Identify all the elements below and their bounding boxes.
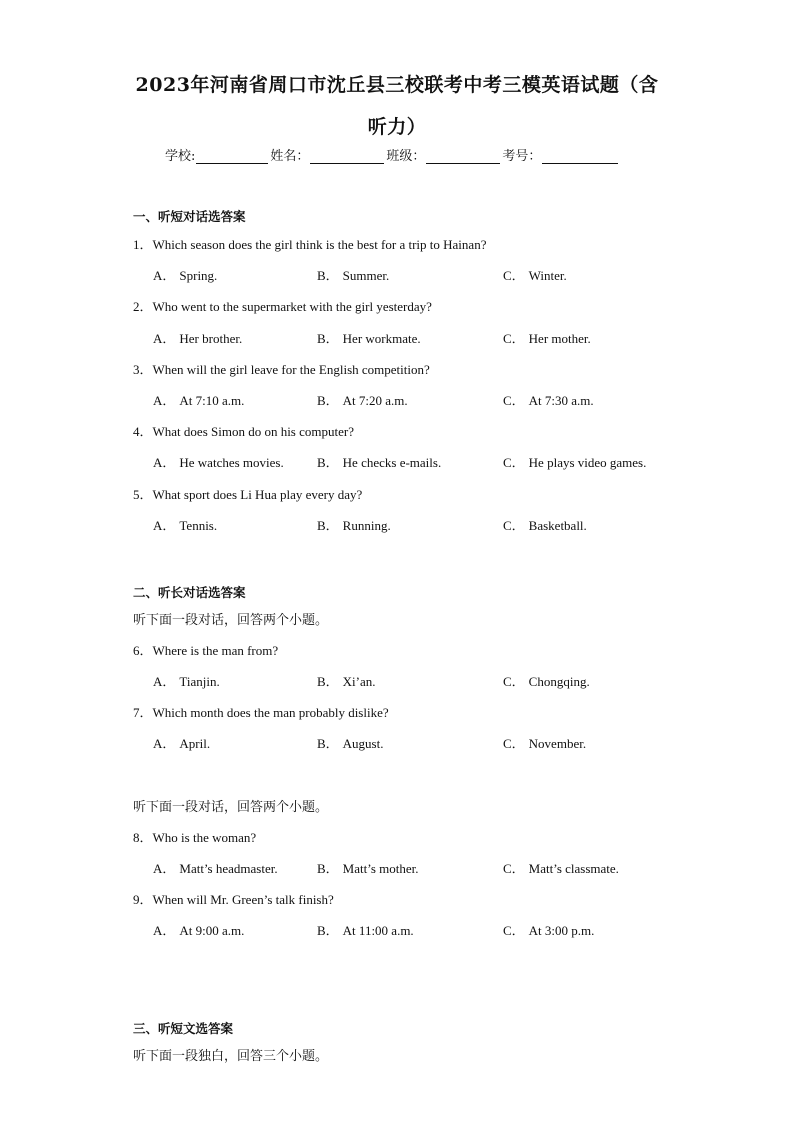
option-text: At 7:10 a.m. [179, 393, 245, 408]
option-a[interactable] [153, 920, 244, 939]
option-text: Tianjin. [179, 674, 220, 689]
option-key: C． [503, 455, 525, 470]
option-key: C． [503, 923, 525, 938]
option-text: April. [179, 736, 211, 751]
question-text: What sport does Li Hua play every day? [152, 487, 363, 502]
option-c[interactable] [503, 920, 594, 939]
option-c[interactable] [503, 390, 594, 409]
section-heading: 二、听长对话选答案 [133, 585, 246, 600]
section-heading: 一、听短对话选答案 [133, 209, 246, 224]
option-b[interactable] [317, 265, 389, 284]
question-text: Who went to the supermarket with the girl yesterday? [152, 299, 432, 314]
question-text: What does Simon do on his computer? [152, 424, 354, 439]
option-key: B． [317, 518, 339, 533]
option-key: A． [153, 331, 176, 346]
question-text: When will Mr. Green’s talk finish? [152, 892, 334, 907]
question-number: 9． [133, 892, 153, 907]
class-label: 班级： [386, 149, 426, 164]
question-text: Who is the woman? [152, 830, 257, 845]
option-c[interactable] [503, 858, 619, 877]
option-text: Her workmate. [342, 331, 421, 346]
option-a[interactable] [153, 733, 210, 752]
option-key: B． [317, 455, 339, 470]
question [133, 889, 334, 908]
question-text: Which month does the man probably dislike? [152, 705, 389, 720]
option-key: C． [503, 393, 525, 408]
student-info-line [165, 145, 620, 164]
option-text: Summer. [342, 268, 390, 283]
option-key: A． [153, 268, 176, 283]
option-key: A． [153, 455, 176, 470]
section-instruction: 听下面一段独白，回答三个小题。 [133, 1049, 329, 1064]
option-text: He checks e-mails. [342, 455, 442, 470]
exam-number-blank[interactable] [542, 149, 618, 164]
option-key: A． [153, 861, 176, 876]
option-c[interactable] [503, 733, 586, 752]
question-text: When will the girl leave for the English competition? [152, 362, 430, 377]
question-number: 8． [133, 830, 153, 845]
option-key: C． [503, 861, 525, 876]
option-c[interactable] [503, 452, 646, 471]
name-label: 姓名： [270, 149, 310, 164]
option-text: He watches movies. [179, 455, 284, 470]
question-number: 2． [133, 299, 153, 314]
option-text: He plays video games. [528, 455, 647, 470]
option-c[interactable] [503, 328, 591, 347]
question [133, 827, 256, 846]
question-number: 6． [133, 643, 153, 658]
option-a[interactable] [153, 328, 242, 347]
option-a[interactable] [153, 265, 217, 284]
question [133, 359, 430, 378]
question-number: 3． [133, 362, 153, 377]
option-c[interactable] [503, 515, 587, 534]
option-text: Her brother. [179, 331, 243, 346]
exam-number-label: 考号： [502, 149, 542, 164]
school-blank[interactable] [196, 149, 268, 164]
option-text: Basketball. [528, 518, 587, 533]
option-text: Tennis. [179, 518, 218, 533]
option-a[interactable] [153, 671, 220, 690]
question [133, 702, 389, 721]
option-text: Xi’an. [342, 674, 376, 689]
option-key: B． [317, 331, 339, 346]
option-b[interactable] [317, 671, 376, 690]
name-blank[interactable] [310, 149, 384, 164]
question-text: Where is the man from? [152, 643, 279, 658]
option-b[interactable] [317, 920, 414, 939]
section-instruction: 听下面一段对话，回答两个小题。 [133, 613, 329, 628]
question [133, 421, 354, 440]
question [133, 296, 432, 315]
option-text: At 7:30 a.m. [528, 393, 594, 408]
option-key: C． [503, 674, 525, 689]
option-b[interactable] [317, 328, 421, 347]
option-text: At 11:00 a.m. [342, 923, 414, 938]
option-text: November. [528, 736, 587, 751]
option-text: Running. [342, 518, 391, 533]
question [133, 484, 362, 503]
option-a[interactable] [153, 515, 217, 534]
section-heading: 三、听短文选答案 [133, 1021, 234, 1036]
option-key: A． [153, 736, 176, 751]
option-b[interactable] [317, 733, 383, 752]
option-text: Chongqing. [528, 674, 590, 689]
option-b[interactable] [317, 858, 419, 877]
option-text: Matt’s mother. [342, 861, 419, 876]
option-key: A． [153, 674, 176, 689]
page-title-line1: 2023年河南省周口市沈丘县三校联考中考三模英语试题（含 [135, 74, 659, 96]
option-b[interactable] [317, 452, 441, 471]
option-a[interactable] [153, 390, 244, 409]
question-number: 5． [133, 487, 153, 502]
option-text: Winter. [528, 268, 567, 283]
option-text: August. [342, 736, 384, 751]
option-text: Spring. [179, 268, 218, 283]
question-number: 1． [133, 237, 153, 252]
question-number: 7． [133, 705, 153, 720]
option-key: B． [317, 923, 339, 938]
option-key: B． [317, 861, 339, 876]
option-c[interactable] [503, 265, 567, 284]
page-title-line2: 听力） [367, 116, 427, 138]
option-b[interactable] [317, 515, 391, 534]
option-key: A． [153, 518, 176, 533]
option-a[interactable] [153, 452, 284, 471]
question-text: Which season does the girl think is the best for a trip to Hainan? [152, 237, 487, 252]
option-text: Matt’s headmaster. [179, 861, 278, 876]
section-instruction: 听下面一段对话，回答两个小题。 [133, 800, 329, 815]
option-text: At 3:00 p.m. [528, 923, 595, 938]
question [133, 640, 278, 659]
option-c[interactable] [503, 671, 590, 690]
option-key: C． [503, 331, 525, 346]
option-text: Matt’s classmate. [528, 861, 619, 876]
option-key: A． [153, 923, 176, 938]
question-number: 4． [133, 424, 153, 439]
question [133, 234, 486, 253]
option-key: C． [503, 518, 525, 533]
option-key: C． [503, 268, 525, 283]
option-key: C． [503, 736, 525, 751]
class-blank[interactable] [426, 149, 500, 164]
option-a[interactable] [153, 858, 278, 877]
option-b[interactable] [317, 390, 408, 409]
option-key: B． [317, 674, 339, 689]
option-text: Her mother. [528, 331, 591, 346]
option-key: B． [317, 268, 339, 283]
option-key: B． [317, 736, 339, 751]
option-text: At 9:00 a.m. [179, 923, 245, 938]
option-text: At 7:20 a.m. [342, 393, 408, 408]
option-key: B． [317, 393, 339, 408]
option-key: A． [153, 393, 176, 408]
school-label: 学校: [165, 149, 196, 164]
